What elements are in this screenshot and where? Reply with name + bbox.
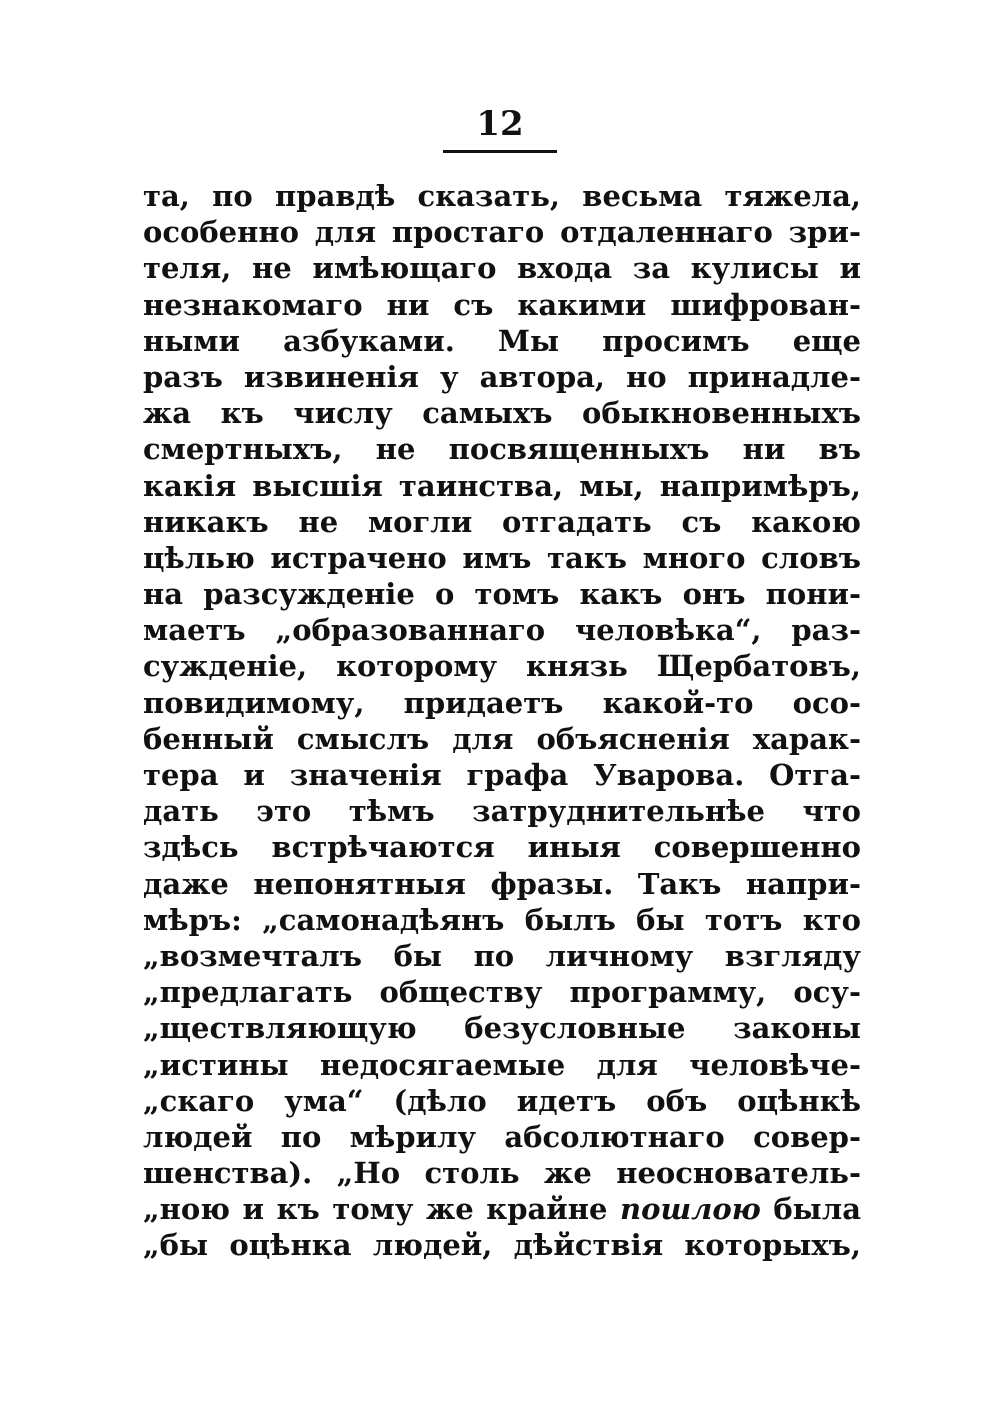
text-line: людей по мѣрилу абсолютнаго совер- xyxy=(143,1119,861,1154)
text-line: смертныхъ, не посвященныхъ ни въ xyxy=(143,432,861,467)
text-line: „возмечталъ бы по личному взгляду xyxy=(143,938,861,973)
text-line: особенно для простаго отдаленнаго зри- xyxy=(143,215,861,250)
text-line: мѣръ: „самонадѣянъ былъ бы тотъ кто xyxy=(143,902,861,937)
text-line: „скаго ума“ (дѣло идетъ объ оцѣнкѣ xyxy=(143,1083,861,1118)
text-line: та, по правдѣ сказать, весьма тяжела, xyxy=(143,179,861,213)
text-line: сужденіе, которому князь Щербатовъ, xyxy=(143,649,861,684)
text-line: тера и значенія графа Уварова. Отга- xyxy=(143,758,861,792)
text-line: дать это тѣмъ затруднительнѣе что xyxy=(143,794,861,829)
text-line: какія высшія таинства, мы, напримѣръ, xyxy=(143,468,861,503)
text-run: „ною и къ тому же крайне xyxy=(143,1192,621,1227)
body-text xyxy=(143,178,861,1264)
text-line: разъ извиненія у автора, но принадле- xyxy=(143,359,861,394)
header-rule xyxy=(443,150,557,153)
text-line: теля, не имѣющаго входа за кулисы и xyxy=(143,251,861,286)
text-line: „бы оцѣнка людей, дѣйствія которыхъ, xyxy=(143,1228,861,1263)
text-line: здѣсь встрѣчаются иныя совершенно xyxy=(143,830,861,865)
text-line: никакъ не могли отгадать съ какою xyxy=(143,504,861,539)
text-line: бенный смыслъ для объясненія харак- xyxy=(143,721,861,756)
text-line: шенства). „Но столь же неоснователь- xyxy=(143,1156,861,1191)
text-line: повидимому, придаетъ какой-то осо- xyxy=(143,685,861,720)
text-line xyxy=(143,1191,861,1227)
text-line: „ществляющую безусловные законы xyxy=(143,1011,861,1046)
text-line: „истины недосягаемые для человѣче- xyxy=(143,1047,861,1082)
text-line: „предлагать обществу программу, осу- xyxy=(143,975,861,1010)
text-line: маетъ „образованнаго человѣка“, раз- xyxy=(143,613,861,648)
text-run: была xyxy=(760,1192,861,1227)
text-line: на разсужденіе о томъ какъ онъ пони- xyxy=(143,577,861,612)
text-line: цѣлью истрачено имъ такъ много словъ xyxy=(143,540,861,575)
text-line: ными азбуками. Мы просимъ еще xyxy=(143,323,861,358)
text-line: незнакомаго ни съ какими шифрован- xyxy=(143,287,861,322)
italic-word: пошлою xyxy=(620,1192,761,1227)
page-number: 12 xyxy=(476,104,524,144)
text-line: жа къ числу самыхъ обыкновенныхъ xyxy=(143,396,861,431)
text-line: даже непонятныя фразы. Такъ напри- xyxy=(143,866,861,901)
